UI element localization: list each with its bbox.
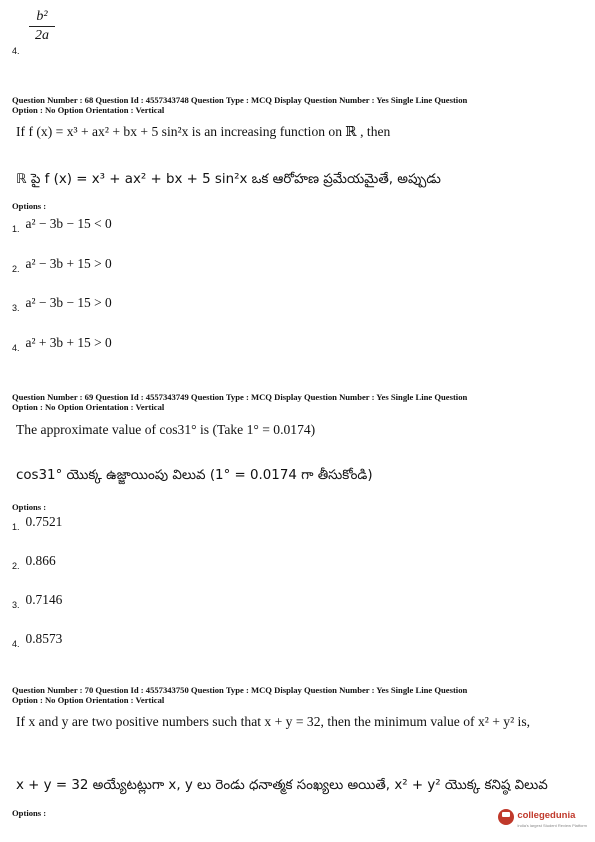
logo-name: collegedunia — [517, 810, 576, 821]
question-70-header: Question Number : 70 Question Id : 4557343750 Question Type : MCQ Display Question Number : Yes Single Line Question Option : No Option Orientation : Vertical — [12, 685, 468, 705]
logo-tagline: India's largest Student Review Platform — [517, 823, 587, 828]
question-68-option-3[interactable]: $_{3.}$ a² − 3b − 15 > 0 — [12, 295, 112, 313]
question-70-text-en: If x and y are two positive numbers such that x + y = 32, then the minimum value of x² + y² is, — [16, 714, 531, 729]
question-69-header: Question Number : 69 Question Id : 4557343749 Question Type : MCQ Display Question Number : Yes Single Line Question Option : No Option Orientation : Vertical — [12, 392, 468, 412]
fraction-denominator: 2a — [35, 28, 49, 43]
question-68-option-2[interactable]: $_{2.}$ a² − 3b + 15 > 0 — [12, 256, 112, 274]
question-69-option-1[interactable]: $_{1.}$ 0.7521 — [12, 514, 63, 532]
question-70-options-label: Options : — [12, 808, 47, 818]
question-69-option-4[interactable]: $_{4.}$ 0.8573 — [12, 631, 63, 649]
question-68-text-te: ℝ పై f (x) = x³ + ax² + bx + 5 sin²x ఒక ఆరోహణ ప్రమేయమైతే, అప్పుడు — [16, 172, 441, 187]
question-68-text-en: If f (x) = x³ + ax² + bx + 5 sin²x is an increasing function on ℝ , then — [16, 124, 391, 139]
fraction-numerator: b² — [36, 9, 48, 24]
prev-option-number: 4. — [12, 46, 20, 56]
question-68-option-1[interactable]: $_{1.}$ a² − 3b − 15 < 0 — [12, 216, 112, 234]
question-69-option-2[interactable]: $_{2.}$ 0.866 — [12, 553, 56, 571]
question-69-options-label: Options : — [12, 502, 47, 512]
prev-option-fraction — [28, 8, 56, 45]
question-69-text-en: The approximate value of cos31° is (Take 1° = 0.0174) — [16, 422, 316, 437]
question-69-text-te: cos31° యొక్క ఉజ్జాయింపు విలువ (1° = 0.0174 గా తీసుకోండి) — [16, 468, 373, 483]
question-70-text-te: x + y = 32 అయ్యేటట్లుగా x, y లు రెండు ధనాత్మక సంఖ్యలు అయితే, x² + y² యొక్క కనిష్ఠ విలువ — [16, 778, 548, 793]
graduation-cap-icon — [498, 809, 514, 825]
question-68-options-label: Options : — [12, 201, 47, 211]
question-69-option-3[interactable]: $_{3.}$ 0.7146 — [12, 592, 63, 610]
collegedunia-logo — [498, 805, 587, 828]
question-68-option-4[interactable]: $_{4.}$ a² + 3b + 15 > 0 — [12, 335, 112, 353]
question-68-header: Question Number : 68 Question Id : 4557343748 Question Type : MCQ Display Question Number : Yes Single Line Question Option : No Option Orientation : Vertical — [12, 95, 468, 115]
